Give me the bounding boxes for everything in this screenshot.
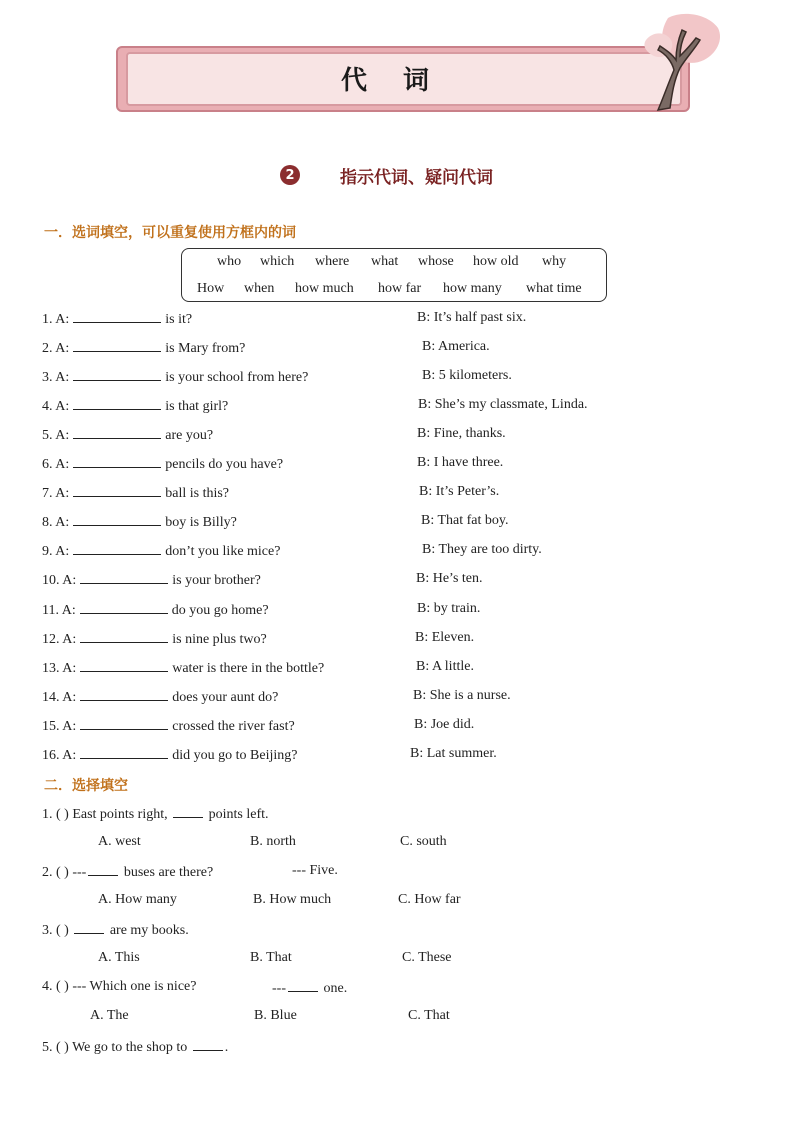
word-box	[181, 248, 607, 302]
answer-text: B: Lat summer.	[410, 746, 497, 761]
answer-text: B: It’s Peter’s.	[419, 484, 500, 499]
part2-title: 二．选择填空	[44, 778, 128, 794]
option[interactable]: B. Blue	[254, 1008, 297, 1023]
answer-blank[interactable]	[80, 717, 168, 730]
question-row	[42, 863, 213, 881]
question-text: pencils do you have?	[165, 457, 284, 472]
question-number: 4. A:	[42, 399, 70, 414]
question-text: We go to the shop to	[72, 1040, 188, 1055]
option[interactable]: C. That	[408, 1008, 450, 1023]
question-text: points left.	[208, 807, 269, 822]
question-number: 2. A:	[42, 341, 70, 356]
question-text: is nine plus two?	[172, 632, 267, 647]
tree-illustration-icon	[628, 10, 724, 114]
answer-text: B: I have three.	[417, 455, 504, 470]
question-row	[42, 717, 295, 735]
question-text: ball is this?	[165, 486, 230, 501]
word: how many	[443, 281, 502, 296]
question-number: 6. A:	[42, 457, 70, 472]
answer-text: B: 5 kilometers.	[422, 368, 512, 383]
answer-blank[interactable]	[73, 368, 161, 381]
answer-blank[interactable]	[193, 1038, 223, 1051]
answer-text: B: She is a nurse.	[413, 688, 511, 703]
question-row	[42, 513, 237, 531]
question-row	[42, 339, 245, 357]
question-row	[42, 805, 269, 823]
answer-blank[interactable]	[73, 513, 161, 526]
answer-blank[interactable]	[80, 688, 168, 701]
question-text: East points right,	[72, 807, 168, 822]
word: who	[217, 254, 242, 269]
section-heading	[280, 163, 493, 187]
answer-blank[interactable]	[88, 863, 118, 876]
reply-prefix: ---	[272, 981, 286, 996]
question-text: crossed the river fast?	[172, 719, 295, 734]
answer-text: B: America.	[422, 339, 490, 354]
option[interactable]: C. These	[402, 950, 452, 965]
reply-text: --- Five.	[292, 863, 338, 878]
question-number: 3. ( )	[42, 923, 69, 938]
option[interactable]: C. How far	[398, 892, 461, 907]
question-text: boy is Billy?	[165, 515, 237, 530]
answer-text: B: They are too dirty.	[422, 542, 542, 557]
question-text: are my books.	[109, 923, 189, 938]
question-text: .	[224, 1040, 229, 1055]
answer-text: B: Fine, thanks.	[417, 426, 506, 441]
question-row	[42, 1038, 228, 1056]
answer-text: B: It’s half past six.	[417, 310, 527, 325]
question-row	[42, 542, 280, 560]
answer-blank[interactable]	[80, 601, 168, 614]
question-text: are you?	[165, 428, 214, 443]
question-number: 12. A:	[42, 632, 77, 647]
section-number-badge: 2	[280, 165, 300, 185]
answer-blank[interactable]	[73, 426, 161, 439]
option[interactable]: A. west	[98, 834, 141, 849]
question-number: 3. A:	[42, 370, 70, 385]
question-number: 10. A:	[42, 573, 77, 588]
answer-blank[interactable]	[73, 484, 161, 497]
answer-text: B: A little.	[416, 659, 474, 674]
answer-blank[interactable]	[80, 571, 168, 584]
question-number: 5. ( )	[42, 1040, 69, 1055]
question-text: buses are there?	[123, 865, 214, 880]
reply-suffix: one.	[323, 981, 348, 996]
question-row	[42, 921, 189, 939]
question-row	[42, 455, 283, 473]
word: How	[197, 281, 225, 296]
word: how far	[378, 281, 422, 296]
question-row	[42, 310, 192, 328]
answer-text: B: by train.	[417, 601, 481, 616]
answer-blank[interactable]	[73, 542, 161, 555]
question-row	[42, 630, 267, 648]
section-title: 指示代词、疑问代词	[340, 167, 493, 188]
question-text: is it?	[165, 312, 193, 327]
question-row	[42, 571, 261, 589]
answer-blank[interactable]	[80, 630, 168, 643]
question-number: 2. ( )	[42, 865, 69, 880]
option[interactable]: B. That	[250, 950, 292, 965]
word: when	[244, 281, 275, 296]
question-row	[42, 368, 308, 386]
question-row	[42, 397, 228, 415]
word: where	[315, 254, 350, 269]
question-number: 14. A:	[42, 690, 77, 705]
question-text: ---	[72, 865, 87, 880]
word: how old	[473, 254, 519, 269]
question-text: --- Which one is nice?	[72, 979, 197, 994]
answer-blank[interactable]	[73, 339, 161, 352]
word: what time	[526, 281, 582, 296]
question-text: did you go to Beijing?	[172, 748, 298, 763]
answer-blank[interactable]	[73, 397, 161, 410]
answer-text: B: She’s my classmate, Linda.	[418, 397, 588, 412]
answer-blank[interactable]	[80, 746, 168, 759]
question-number: 8. A:	[42, 515, 70, 530]
word: why	[542, 254, 567, 269]
question-text: is Mary from?	[165, 341, 246, 356]
part1-title: 一．选词填空，可以重复使用方框内的词	[44, 225, 296, 241]
answer-blank[interactable]	[74, 921, 104, 934]
option[interactable]: B. north	[250, 834, 296, 849]
word: whose	[418, 254, 454, 269]
answer-text: B: Joe did.	[414, 717, 475, 732]
question-number: 7. A:	[42, 486, 70, 501]
question-row	[42, 688, 278, 706]
question-number: 5. A:	[42, 428, 70, 443]
question-row	[42, 484, 229, 502]
answer-blank[interactable]	[80, 659, 168, 672]
answer-blank[interactable]	[73, 310, 161, 323]
answer-blank[interactable]	[73, 455, 161, 468]
option[interactable]: C. south	[400, 834, 447, 849]
question-number: 16. A:	[42, 748, 77, 763]
answer-text: B: Eleven.	[415, 630, 475, 645]
question-number: 1. A:	[42, 312, 70, 327]
answer-blank[interactable]	[173, 805, 203, 818]
question-row	[42, 746, 297, 764]
answer-blank[interactable]	[288, 979, 318, 992]
question-number: 9. A:	[42, 544, 70, 559]
option[interactable]: B. How much	[253, 892, 332, 907]
question-number: 4. ( )	[42, 979, 69, 994]
question-text: is your school from here?	[165, 370, 309, 385]
answer-text: B: He’s ten.	[416, 571, 483, 586]
answer-text: B: That fat boy.	[421, 513, 509, 528]
question-row	[42, 426, 213, 444]
question-row	[42, 601, 269, 619]
question-text: is that girl?	[165, 399, 229, 414]
option[interactable]: A. How many	[98, 892, 177, 907]
question-text: don’t you like mice?	[165, 544, 281, 559]
header-banner	[116, 46, 690, 112]
question-number: 11. A:	[42, 603, 76, 618]
question-text: is your brother?	[172, 573, 261, 588]
page-title: 代词	[340, 66, 465, 96]
reply-text	[272, 979, 347, 997]
question-row	[42, 979, 196, 995]
word: how much	[295, 281, 354, 296]
question-number: 13. A:	[42, 661, 77, 676]
question-text: does your aunt do?	[172, 690, 279, 705]
option[interactable]: A. This	[98, 950, 140, 965]
option[interactable]: A. The	[90, 1008, 129, 1023]
question-text: do you go home?	[171, 603, 269, 618]
question-number: 15. A:	[42, 719, 77, 734]
question-text: water is there in the bottle?	[172, 661, 325, 676]
word: which	[260, 254, 295, 269]
question-row	[42, 659, 324, 677]
question-number: 1. ( )	[42, 807, 69, 822]
word: what	[371, 254, 399, 269]
